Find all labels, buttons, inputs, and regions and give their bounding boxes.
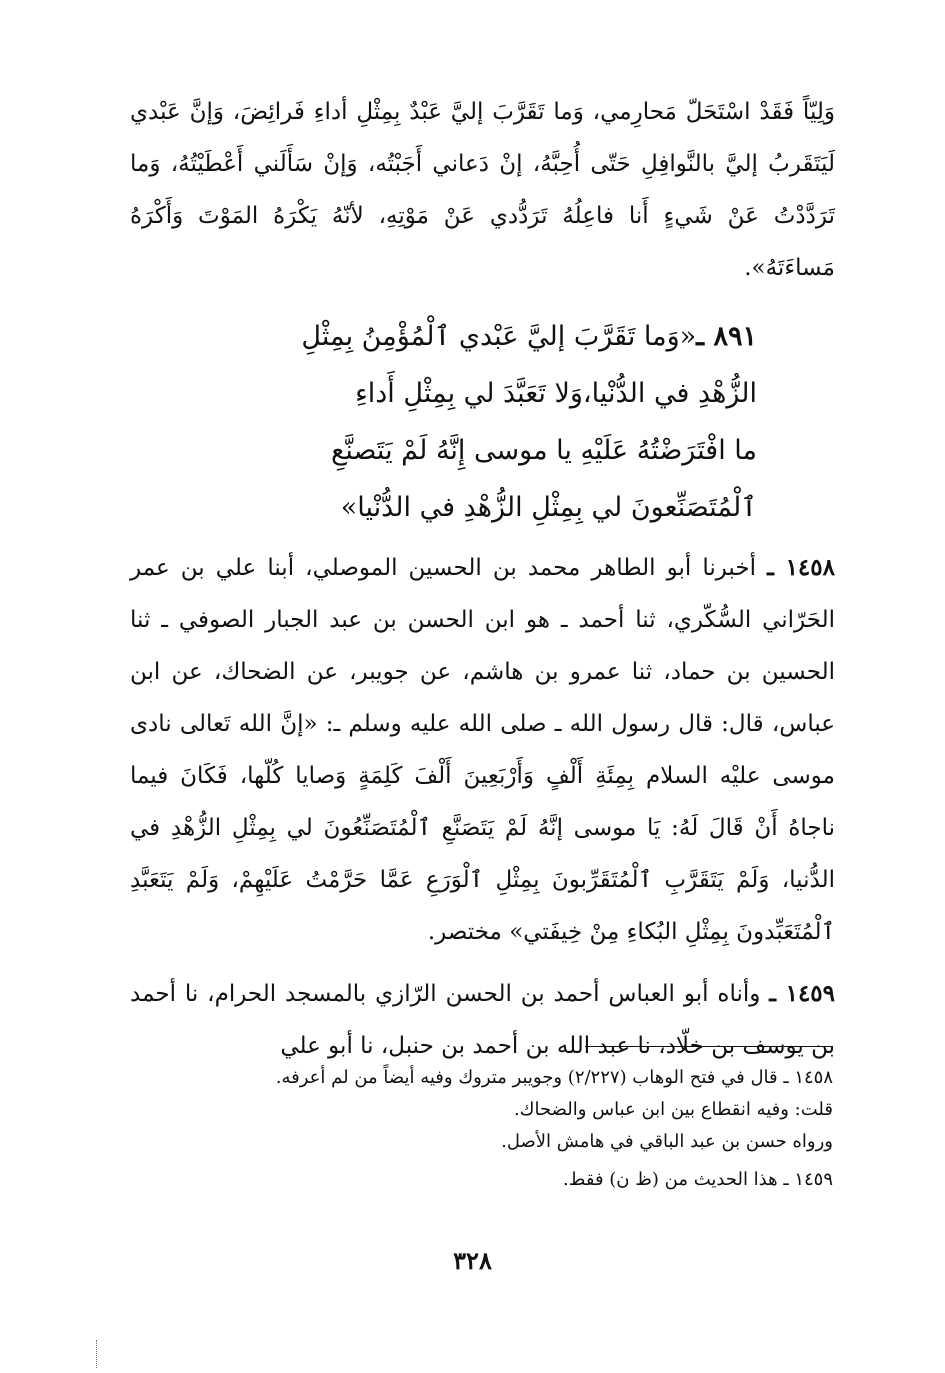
verse-line: الزُّهْدِ في الدُّنْيا،وَلا تَعَبَّدَ لي بِمِثْلِ أَداءِ <box>355 378 757 409</box>
hadith-1458 <box>130 542 835 958</box>
page-number: ٣٢٨ <box>453 1246 492 1275</box>
footnote: ١٤٥٩ ـ هذا الحديث من (ظ ن) فقط. <box>563 1169 833 1190</box>
intro-paragraph: وَلِيّاً فَقَدْ اسْتَحَلّ مَحارِمي، وَما تَقَرَّبَ إليَّ عَبْدٌ بِمِثْلِ أداءِ فَرائِضَ، وَإنَّ عَبْدي لَيَتَقَربُ إليَّ بالنَّوافِلِ حَتّى أُحِبَّهُ، إنْ دَعاني أَجَبْتُه، وَإنْ سَأَلَني أَعْطَيْتُهُ، وَما تَرَدَّدْتُ عَنْ شَيءٍ أَنا فاعِلُهُ تَرَدُّدي عَنْ مَوْتِهِ، لأنّهُ يَكْرَهُ المَوْتَ وَأَكْرَهُ مَساءَتَهُ». <box>130 99 835 281</box>
verse-line <box>170 308 757 365</box>
footnotes <box>140 1062 833 1196</box>
footnote: ١٤٥٨ ـ قال في فتح الوهاب (٢/٢٢٧) وجويبر متروك وفيه أيضاً من لم أعرفه. <box>275 1067 833 1088</box>
verse-line: ٱلْمُتَصَنِّعونَ لي بِمِثْلِ الزُّهْدِ في الدُّنْيا» <box>340 492 757 523</box>
hadith-number: ١٤٥٩ ـ <box>769 980 836 1007</box>
footnote: ورواه حسن بن عبد الباقي في هامش الأصل. <box>501 1131 833 1152</box>
verse-line: ما افْتَرَضْتُهُ عَلَيْهِ يا موسى إِنَّهُ لَمْ يَتَصنَّعِ <box>330 435 757 466</box>
verse-block <box>130 308 835 536</box>
hadith-text: أخبرنا أبو الطاهر محمد بن الحسين الموصلي، أبنا علي بن عمر الحَرّاني السُّكّري، ثنا أحمد ـ هو ابن الحسن بن عبد الجبار الصوفي ـ ثنا الحسين بن حماد، ثنا عمرو بن هاشم، عن جويبر، عن الضحاك، عن ابن عباس، قال: قال رسول الله ـ صلى الله عليه وسلم ـ: «إنَّ الله تَعالى نادى موسى عليْه السلام بِمِئَةِ أَلْفٍ وَأَرْبَعِينَ أَلْفَ كَلِمَةٍ وَصايا كُلّها، فَكَانَ فيما ناجاهُ أَنْ قَالَ لَهُ: يَا موسى إنَّهُ لَمْ يَتَصَنَّعِ ٱلْمُتَصَنِّعُونَ لي بِمِثْلِ الزُّهْدِ في الدُّنيا، وَلَمْ يَتَقَرَّبِ ٱلْمُتَقَرِّبونَ بِمِثْلِ ٱلْوَرَعِ عَمَّا حَرَّمْتُ عَلَيْهِمْ، وَلَمْ يَتَعَبَّدِ ٱلْمُتَعَبِّدونَ بِمِثْلِ البُكاءِ مِنْ خِيفَتي» مختصر. <box>130 555 835 945</box>
footnote: قلت: وفيه انقطاع بين ابن عباس والضحاك. <box>513 1099 833 1120</box>
footnote-separator <box>585 1046 833 1047</box>
hadith-number: ١٤٥٨ ـ <box>767 554 835 581</box>
hadith-1459 <box>130 968 835 1072</box>
verse-number: ٨٩١ ـ <box>696 321 757 352</box>
main-text <box>130 86 835 1072</box>
verse-line-text: «وَما تَقَرَّبَ إليَّ عَبْدي ٱلْمُؤْمِنُ بِمِثْلِ <box>301 321 697 352</box>
scan-edge-mark <box>96 1340 99 1368</box>
hadith-text: وأناه أبو العباس أحمد بن الحسن الرّازي بالمسجد الحرام، نا أحمد بن يوسف بن خلّاد، نا عبد الله بن أحمد بن حنبل، نا أبو علي <box>130 981 835 1059</box>
